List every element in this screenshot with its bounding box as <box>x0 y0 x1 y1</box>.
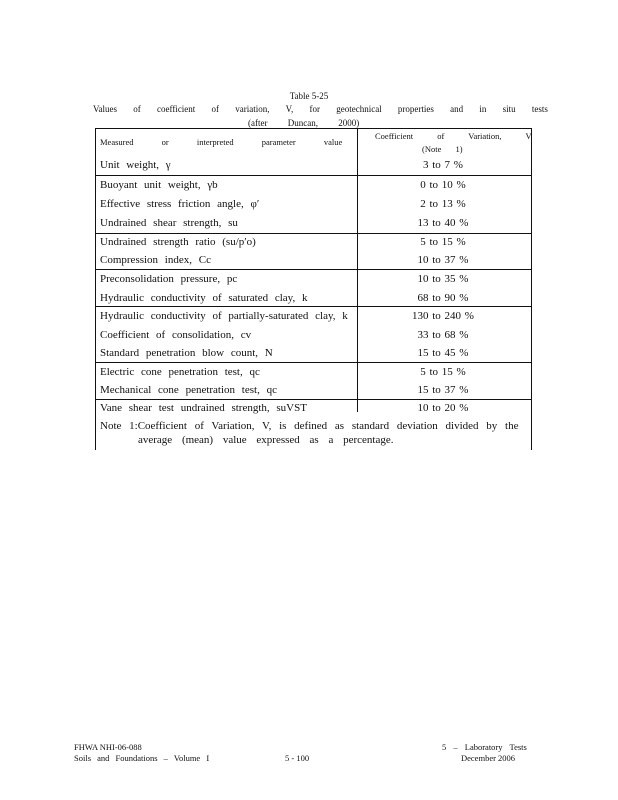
table-subtitle: Values of coefficient of variation, V, for geotechnical properties and in situ tests <box>93 104 548 114</box>
footer-chapter: 5 – Laboratory Tests <box>442 742 527 752</box>
row-param: Preconsolidation pressure, pc <box>100 273 238 285</box>
table-source: (after Duncan, 2000) <box>248 118 360 128</box>
coefficient-of-variation-table <box>95 128 532 450</box>
spacer <box>95 418 531 419</box>
group-divider <box>95 175 532 176</box>
row-param: Effective stress friction angle, φ′ <box>100 198 260 210</box>
row-coef: 10 to 20 % <box>417 402 469 414</box>
table-top-border <box>95 128 532 129</box>
row-param: Undrained shear strength, su <box>100 217 238 229</box>
row-param: Undrained strength ratio (su/p′o) <box>100 236 256 248</box>
row-param: Standard penetration blow count, N <box>100 347 273 359</box>
group-divider <box>95 233 532 234</box>
header-coefficient: Coefficient of Variation, V <box>375 131 532 141</box>
group-divider <box>95 362 532 363</box>
row-param: Unit weight, γ <box>100 159 171 171</box>
group-divider <box>95 399 532 400</box>
row-coef: 10 to 37 % <box>417 254 469 266</box>
row-coef: 5 to 15 % <box>420 236 466 248</box>
row-param: Coefficient of consolidation, cv <box>100 329 252 341</box>
footer-doc-title: Soils and Foundations – Volume I <box>74 753 210 763</box>
row-param: Buoyant unit weight, γb <box>100 179 218 191</box>
row-coef: 68 to 90 % <box>417 292 469 304</box>
row-param: Hydraulic conductivity of partially-saturated clay, k <box>100 310 348 322</box>
table-left-border <box>95 128 96 450</box>
row-coef: 0 to 10 % <box>420 179 466 191</box>
row-coef: 15 to 37 % <box>417 384 469 396</box>
row-coef: 13 to 40 % <box>417 217 469 229</box>
footer-date: December 2006 <box>461 753 516 763</box>
row-param: Hydraulic conductivity of saturated clay, k <box>100 292 308 304</box>
row-param: Mechanical cone penetration test, qc <box>100 384 277 396</box>
row-coef: 15 to 45 % <box>417 347 469 359</box>
group-divider <box>95 306 532 307</box>
footer-doc-id: FHWA NHI-06-088 <box>74 742 142 752</box>
row-param: Compression index, Cc <box>100 254 211 266</box>
row-coef: 5 to 15 % <box>420 366 466 378</box>
table-title: Table 5-25 <box>289 91 329 101</box>
row-coef: 2 to 13 % <box>420 198 466 210</box>
row-param: Electric cone penetration test, qc <box>100 366 260 378</box>
row-coef: 3 to 7 % <box>423 159 463 171</box>
row-coef: 33 to 68 % <box>417 329 469 341</box>
row-coef: 130 to 240 % <box>412 310 474 322</box>
row-coef: 10 to 35 % <box>417 273 469 285</box>
footer-page-number: 5 - 100 <box>285 753 310 763</box>
header-note-ref: (Note 1) <box>422 144 463 154</box>
group-divider <box>95 269 532 270</box>
row-param: Vane shear test undrained strength, suVST <box>100 402 307 414</box>
table-right-border <box>531 128 532 450</box>
header-parameter: Measured or interpreted parameter value <box>100 137 343 147</box>
table-note: Note 1:Coefficient of Variation, V, is defined as standard deviation divided by the <box>100 420 519 432</box>
table-note-continued: average (mean) value expressed as a percentage. <box>138 434 394 446</box>
